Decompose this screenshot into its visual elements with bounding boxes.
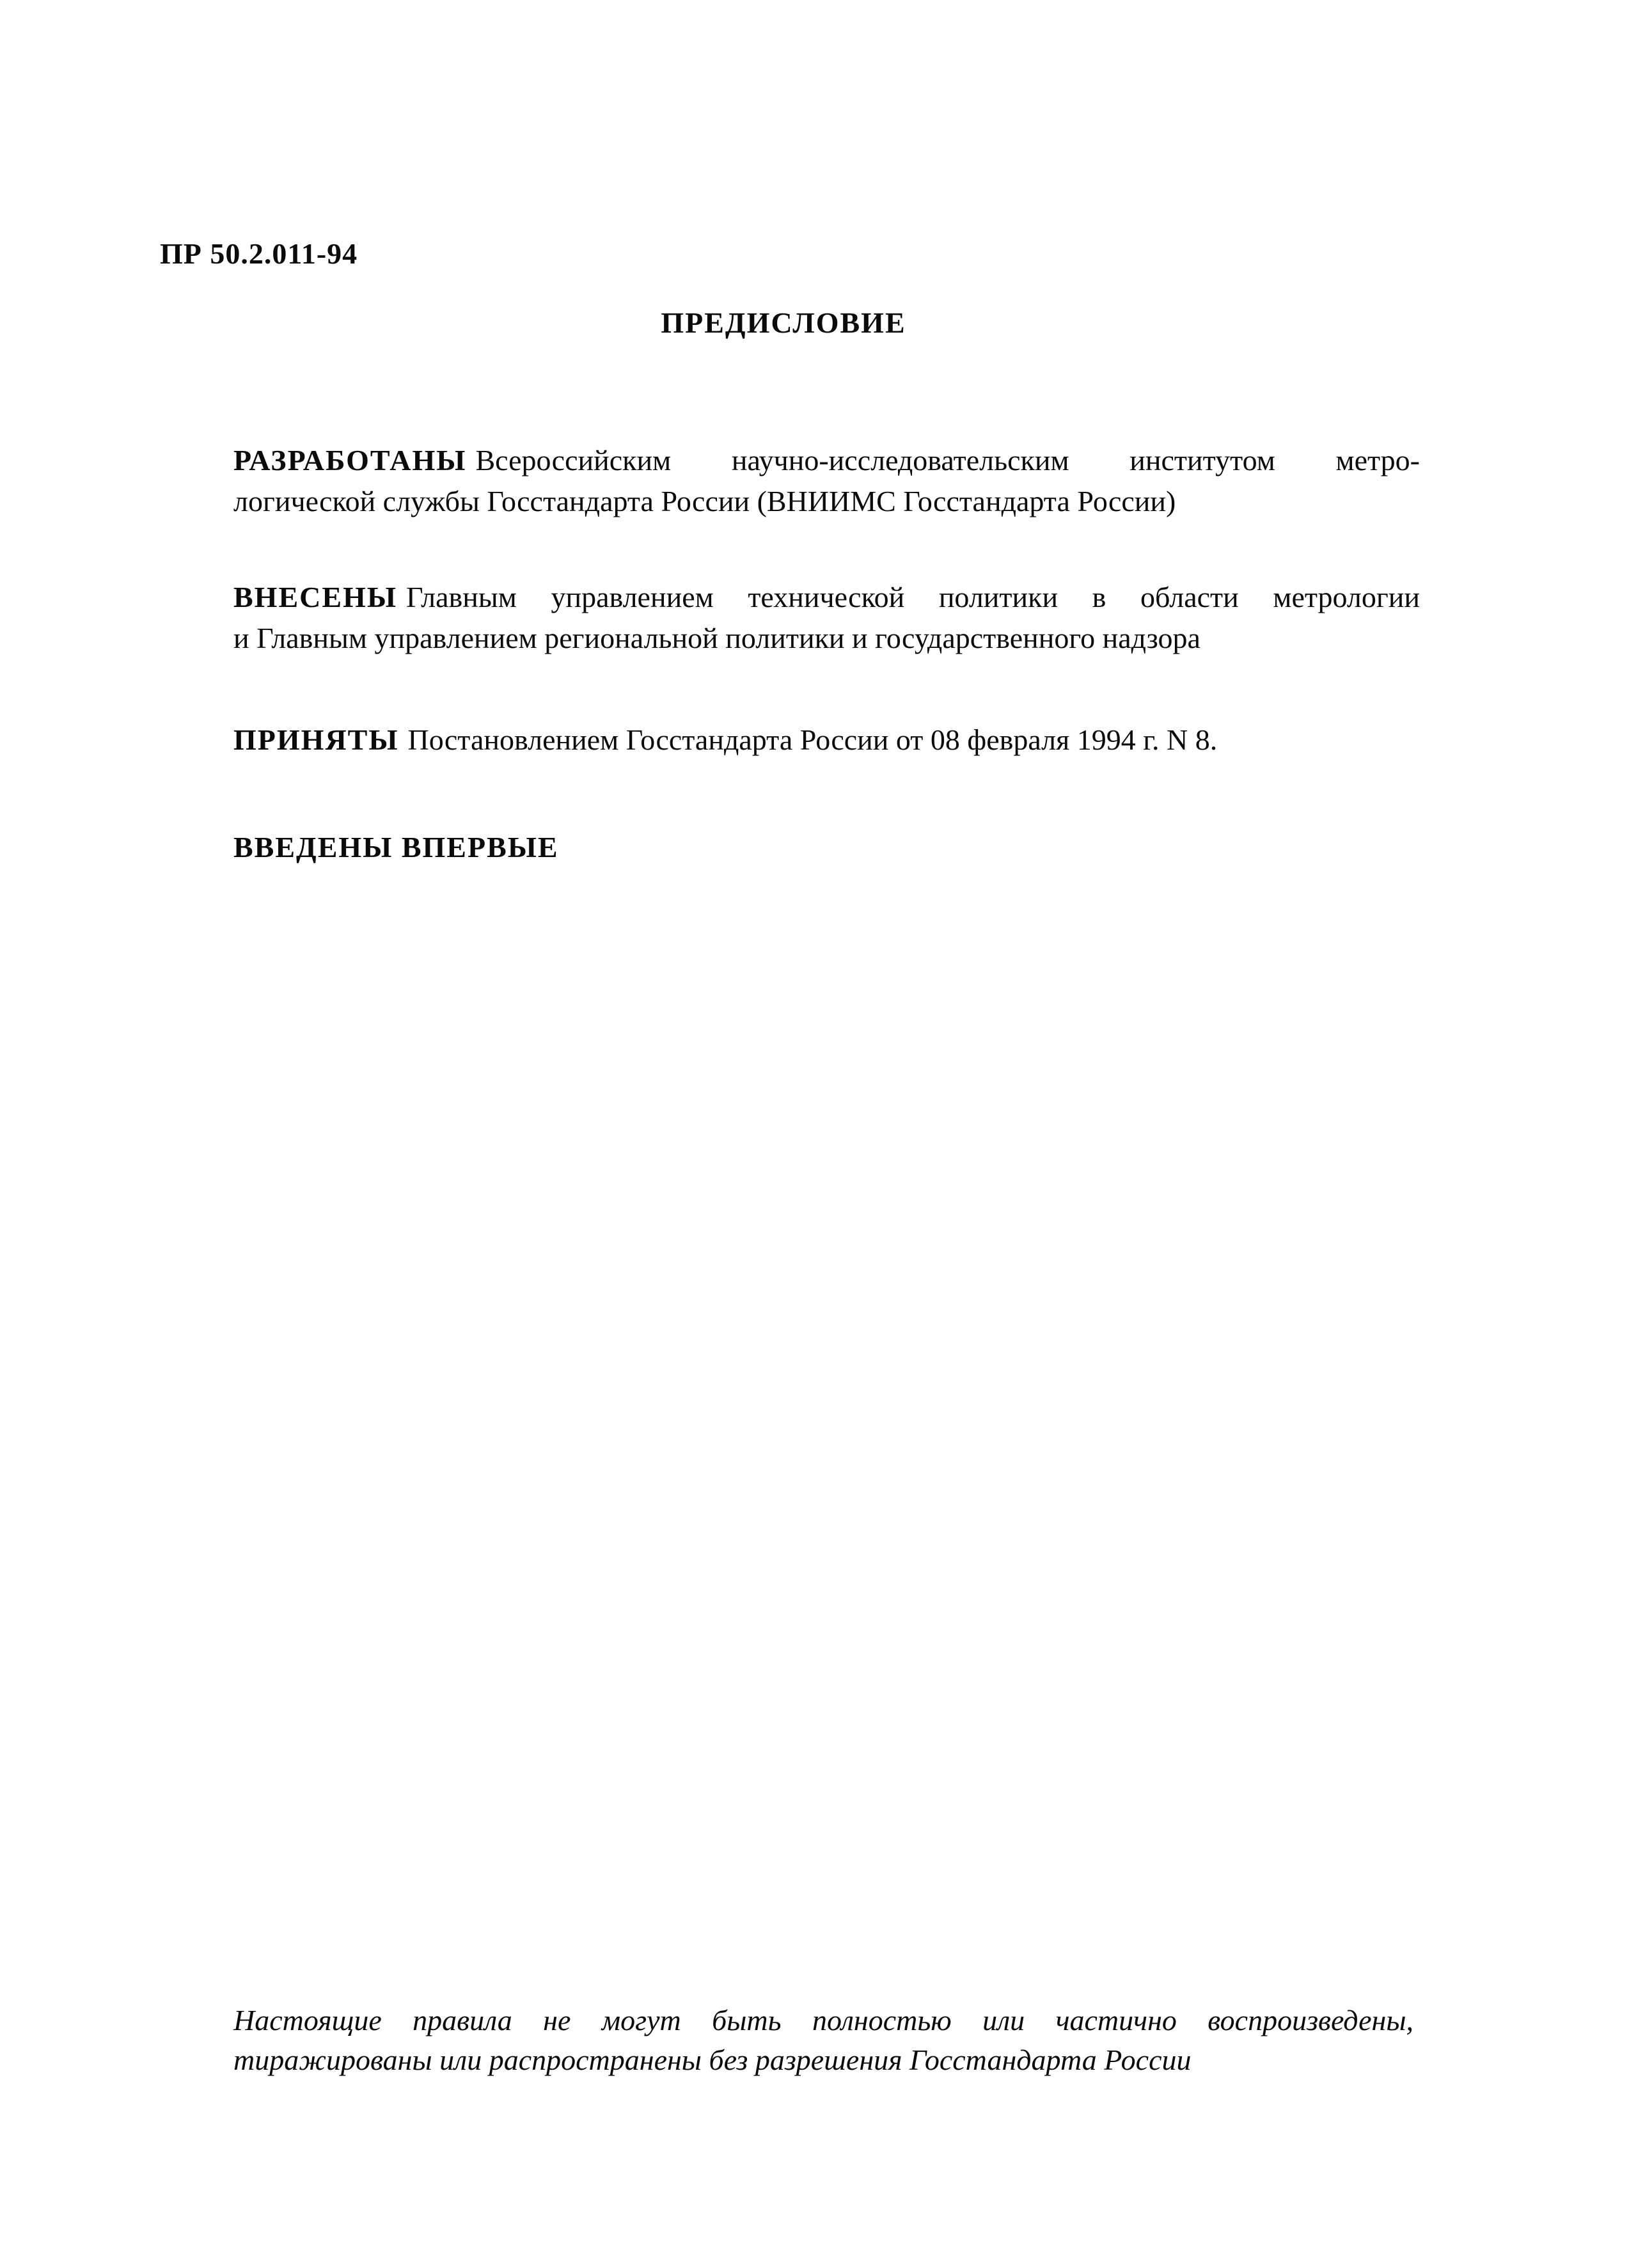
copyright-notice-line-1: Настоящие правила не могут быть полностью или частично воспроизведены, — [233, 2004, 1413, 2036]
developed-by-section — [233, 440, 1420, 522]
adopted-line-1 — [233, 720, 1420, 760]
developed-by-keyword: РАЗРАБОТАНЫ — [233, 444, 467, 476]
developed-by-text-2: логической службы Госстандарта России (ВНИИМС Госстандарта России) — [233, 485, 1176, 517]
copyright-notice-line-2: тиражированы или распространены без разрешения Госстандарта России — [233, 2044, 1192, 2076]
introduced-by-section — [233, 577, 1420, 659]
page-title: ПРЕДИСЛОВИЕ — [661, 306, 906, 339]
introduced-by-text-1: Главным управлением технической политики в области метрологии — [406, 581, 1420, 613]
copyright-notice — [233, 2001, 1413, 2080]
adopted-text-1: Постановлением Госстандарта России от 08 февраля 1994 г. N 8. — [407, 723, 1218, 756]
document-code: ПР 50.2.011-94 — [160, 237, 358, 270]
introduced-by-line-1 — [233, 577, 1420, 618]
developed-by-line-1 — [233, 440, 1420, 481]
introduced-by-keyword: ВНЕСЕНЫ — [233, 581, 397, 613]
developed-by-text-1: Всероссийским научно-исследовательским институтом метро- — [475, 444, 1420, 476]
introduced-by-text-2: и Главным управлением региональной политики и государственного надзора — [233, 622, 1200, 654]
adopted-section — [233, 720, 1420, 760]
first-introduced-section: ВВЕДЕНЫ ВПЕРВЫЕ — [233, 831, 559, 863]
adopted-keyword: ПРИНЯТЫ — [233, 723, 399, 756]
